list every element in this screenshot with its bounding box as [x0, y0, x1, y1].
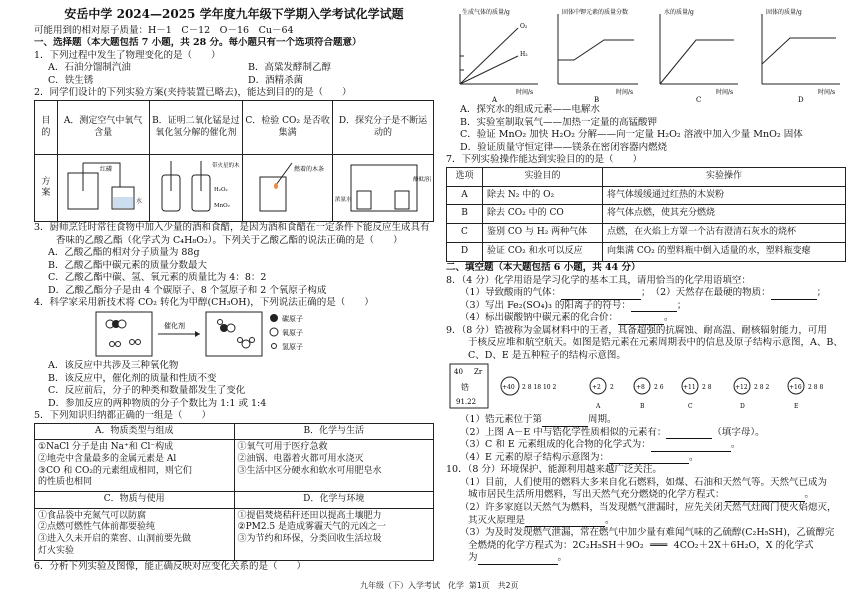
svg-text:2 8 8: 2 8 8	[808, 384, 824, 392]
q5-header-b: B．化学与生活	[234, 423, 434, 440]
q9-sub-1: （1）锆元素位于第 周期。	[460, 414, 617, 426]
answer-blank[interactable]	[771, 291, 817, 300]
svg-text:固体的质量/g: 固体的质量/g	[766, 9, 802, 16]
q5-cell-a: ①NaCl 分子是由 Na⁺和 Cl⁻构成 ②地壳中含量最多的金属元素是 Al ③CO 和 CO₂的元素组成相同，则它们 的性质也相同	[35, 440, 235, 492]
q7-row-d-purpose: 验证 CO₂ 和水可以反应	[483, 243, 603, 262]
q9-line-1: 9．（8 分）锆被称为金属材料中的王者，具备超强的抗腐蚀、耐高温、耐核辐射能力，可用	[446, 324, 827, 336]
graph-b	[558, 8, 638, 104]
svg-text:时间/s: 时间/s	[616, 89, 634, 96]
q7-row-c-purpose: 鉴别 CO 与 H₂ 两种气体	[483, 224, 603, 243]
svg-text:水的质量/g: 水的质量/g	[664, 9, 694, 16]
q1-options-2	[34, 75, 434, 88]
right-column	[446, 6, 846, 565]
atom-b	[634, 378, 664, 410]
q2-purpose-c: C．检验 CO₂ 是否收集满	[243, 101, 333, 155]
atom-c	[682, 378, 712, 410]
q7-row-a-operation: 将气体缓缓通过红热的木炭粉	[603, 186, 846, 205]
q2-figure-a	[57, 155, 149, 222]
q2-table	[34, 100, 434, 222]
q8-line-3: （4）标出碳酸钠中碳元素的化合价： 。	[460, 312, 674, 324]
q7-row-b-operation: 将气体点燃，使其充分燃烧	[603, 205, 846, 224]
q10-line-5: 其灭火原理是 。	[468, 514, 615, 526]
svg-text:固体中钾元素的质量分数: 固体中钾元素的质量分数	[562, 9, 629, 16]
q5-table	[34, 423, 434, 561]
q4-reaction-diagram	[34, 310, 434, 360]
q9-structure-diagrams	[446, 362, 846, 414]
answer-blank[interactable]	[542, 418, 588, 427]
q6-option-d: D．验证质量守恒定律——镁条在密闭容器内燃烧	[460, 141, 668, 153]
atom-e	[788, 378, 823, 410]
q1-option-c: C．铁生锈	[48, 74, 94, 86]
svg-text:2 6: 2 6	[654, 384, 664, 392]
q4-option-d: D．参加反应的两种物质的分子个数比为 1:1 或 1:4	[48, 397, 267, 409]
q5-cell-b: ①氧气可用于医疗急救 ②油锅、电器着火都可用水浇灭 ③生活中区分硬水和软水可用肥皂水	[234, 440, 434, 492]
svg-text:E: E	[794, 403, 799, 411]
q2-figure-d	[333, 155, 434, 222]
graph-c	[660, 8, 738, 104]
svg-text:+8: +8	[636, 384, 645, 392]
q7-table	[446, 167, 846, 262]
page-footer: 九年级（下）入学考试 化学 第1页 共2页	[360, 581, 519, 590]
atom-d	[734, 378, 769, 410]
svg-text:+11: +11	[683, 384, 696, 392]
atom-a	[590, 378, 614, 410]
section-2-heading: 二、填空题（本大题包括 6 小题，共 44 分）	[446, 262, 641, 274]
q2-purpose-a: A．测定空气中氧气含量	[57, 101, 149, 155]
answer-blank[interactable]	[618, 316, 664, 325]
q1-option-b: B．高粱发酵制乙醇	[248, 62, 331, 74]
q7-row-a-purpose: 除去 N₂ 中的 O₂	[483, 186, 603, 205]
svg-text:H₂: H₂	[520, 51, 528, 58]
answer-blank[interactable]	[478, 556, 558, 565]
svg-text:Zr: Zr	[474, 368, 483, 377]
q2-scheme-label: 方案	[35, 155, 58, 222]
svg-text:时间/s: 时间/s	[818, 89, 836, 96]
q6-graphs	[446, 6, 846, 104]
q3-line-2: 香味的乙酸乙酯（化学式为 C₄H₈O₂）。下列关于乙酸乙酯的说法正确的是（ ）	[56, 234, 403, 246]
q7-row-b-option: B	[447, 205, 483, 224]
q7-row-c-operation: 点燃，在火焰上方罩一个沾有澄清石灰水的烧杯	[603, 224, 846, 243]
svg-text:+40: +40	[502, 384, 515, 392]
svg-text:2 8 2: 2 8 2	[754, 384, 770, 392]
q10-line-1: 10．（8 分）环境保护、能源利用越来越广泛关注。	[446, 464, 662, 476]
svg-text:40: 40	[454, 368, 463, 377]
svg-text:2: 2	[610, 384, 614, 392]
svg-text:B: B	[640, 403, 645, 411]
answer-blank[interactable]	[525, 518, 605, 527]
svg-text:MnO₂: MnO₂	[213, 203, 230, 210]
q6-stem: 6．分析下列实验及图像，能正确反映对应变化关系的是（ ）	[34, 560, 307, 572]
q2-purpose-label: 目的	[35, 101, 58, 155]
q7-row-d-option: D	[447, 243, 483, 262]
q5-header-d: D．化学与环境	[234, 492, 434, 509]
q3-option-c: C．乙酸乙酯中碳、氢、氧元素的质量比为 4：8：2	[48, 272, 267, 284]
q4-option-b: B．该反应中，催化剂的质量和性质不变	[48, 372, 217, 384]
atom-zr	[501, 377, 557, 395]
q9-line-3: C、D、E 是五种粒子的结构示意图。	[468, 349, 626, 361]
q7-header: 实验目的	[483, 167, 603, 186]
answer-blank[interactable]	[725, 493, 805, 502]
svg-text:红磷: 红磷	[100, 166, 113, 174]
q10-line-4: （2）许多家庭以天然气为燃料，当发现燃气泄漏时，应先关闭天然气灶阀门使火焰熄灭，	[460, 502, 837, 513]
q10-line-2: （1）目前，人们使用的燃料大多来自化石燃料，如煤、石油和天然气等。天然气已成为	[460, 476, 828, 488]
q1-option-d: D．酒精杀菌	[248, 74, 304, 86]
q7-header: 选项	[447, 167, 483, 186]
svg-text:2 8 18 10 2: 2 8 18 10 2	[522, 384, 557, 392]
q10-line-7: 全燃烧的化学方程式为：2C₂H₅SH＋9O₂ ═══ 4CO₂＋2X＋6H₂O，X 的化学式	[468, 539, 814, 551]
answer-blank[interactable]	[561, 291, 641, 300]
left-column	[34, 6, 434, 573]
svg-text:B: B	[594, 96, 600, 104]
svg-text:+12: +12	[735, 384, 748, 392]
q2-stem: 2．同学们设计的下列实验方案(夹持装置已略去)，能达到目的的是（ ）	[34, 87, 352, 99]
svg-text:O₂: O₂	[520, 23, 528, 30]
q7-header: 实验操作	[603, 167, 846, 186]
svg-text:H₂O₂: H₂O₂	[213, 187, 228, 194]
q7-row-d-operation: 向集满 CO₂ 的塑料瓶中倒入适量的水，塑料瓶变瘪	[603, 243, 846, 262]
q4-option-c: C．反应前后，分子的种类和数量都发生了变化	[48, 385, 246, 397]
q8-line-2: （3）写出 Fe₂(SO₄)₃ 的阳离子的符号： ；	[460, 299, 687, 311]
q5-header-a: A．物质类型与组成	[35, 423, 235, 440]
graph-a	[460, 8, 538, 104]
svg-text:浓氨水: 浓氨水	[335, 197, 352, 204]
q8-line-1: （1）导致酸雨的气体： ； （2）天然存在最硬的物质： ；	[460, 287, 827, 299]
svg-text:时间/s: 时间/s	[516, 89, 534, 96]
q1-stem: 1．下列过程中发生了物理变化的是（ ）	[34, 49, 221, 61]
svg-text:生成气体的质量/g: 生成气体的质量/g	[462, 9, 510, 16]
q4-stem: 4．科学家采用新技术将 CO₂ 转化为甲醇(CH₃OH)，下列说法正确的是（ ）	[34, 297, 374, 309]
svg-text:D: D	[740, 403, 745, 411]
zr-element-card	[450, 364, 488, 408]
q4-option-a: A．该反应中共涉及三种氧化物	[48, 359, 179, 371]
svg-text:A: A	[492, 96, 498, 104]
q9-line-2: 于核反应堆和航空航天。如图是锆元素在元素周期表中的信息及原子结构示意图，A、B、	[468, 337, 843, 349]
q3-line-1: 3．厨师烹饪时常往食物中加入少量的酒和食醋，是因为酒和食醋在一定条件下能反应生成具有	[34, 222, 430, 234]
q7-row-b-purpose: 除去 CO₂ 中的 CO	[483, 205, 603, 224]
svg-text:锆: 锆	[461, 383, 469, 393]
q5-header-c: C．物质与使用	[35, 492, 235, 509]
q7-stem: 7．下列实验操作能达到实验目的的是（ ）	[446, 154, 643, 166]
svg-text:2 8: 2 8	[702, 384, 712, 392]
q3-option-a: A．乙酸乙酯的相对分子质量为 88g	[48, 247, 200, 259]
section-1-heading: 一、选择题（本大题包括 7 小题，共 28 分。每小题只有一个选项符合题意）	[34, 37, 362, 49]
legend-oxygen: 氧原子	[282, 328, 303, 337]
q2-purpose-b: B．证明二氧化锰是过氧化氢分解的催化剂	[149, 101, 243, 155]
q1-option-a: A．石油分馏制汽油	[48, 62, 131, 74]
q2-figure-c	[243, 155, 333, 222]
svg-text:D: D	[798, 96, 804, 104]
q5-stem: 5．下列知识归纳都正确的一组是（ ）	[34, 410, 212, 422]
svg-text:C: C	[696, 96, 702, 104]
atomic-mass-note: 可能用到的相对原子质量：H－1 C－12 O－16 Cu－64	[34, 24, 294, 36]
answer-blank[interactable]	[651, 443, 731, 452]
answer-blank[interactable]	[631, 303, 677, 312]
q6-option-b: B．实验室制取氧气——加热一定量的高锰酸钾	[460, 116, 657, 128]
q9-sub-3: （3）C 和 E 元素组成的化合物的化学式为： 。	[460, 439, 741, 451]
q8-stem: 8．（4 分）化学用语是学习化学的基本工具，请用恰当的化学用语填空：	[446, 274, 751, 286]
svg-text:酚酞溶液: 酚酞溶	[413, 177, 430, 184]
svg-text:+2: +2	[592, 384, 601, 392]
q6-option-a: A．探究水的组成元素——电解水	[460, 104, 600, 115]
svg-text:+16: +16	[789, 384, 802, 392]
exam-title: 安岳中学 2024—2025 学年度九年级下学期入学考试化学试题	[64, 7, 404, 21]
q1-options	[34, 62, 434, 75]
graph-d	[762, 8, 840, 104]
q3-option-b: B．乙酸乙酯中碳元素的质量分数最大	[48, 259, 207, 271]
svg-text:91.22: 91.22	[456, 398, 477, 407]
answer-blank[interactable]	[609, 455, 689, 464]
q9-sub-4: （4）E 元素的原子结构示意图为： 。	[460, 451, 699, 463]
svg-text:催化剂: 催化剂	[164, 321, 185, 330]
svg-text:时间/s: 时间/s	[716, 89, 734, 96]
q2-figure-b	[149, 155, 243, 222]
q5-cell-c: ①食品袋中充氮气可以防腐 ②点燃可燃性气体前都要验纯 ③进入久未开启的菜窖、山洞前要先做 灯火实验	[35, 508, 235, 560]
q10-line-6: （3）为及时发现燃气泄漏，常在燃气中加少量有难闻气味的乙硫醇(C₂H₅SH)，乙硫醇完	[460, 527, 835, 539]
svg-text:带火星的木条: 带火星的木	[211, 163, 240, 170]
svg-text:水: 水	[136, 198, 143, 206]
q6-option-c: C．验证 MnO₂ 加快 H₂O₂ 分解——向一定量 H₂O₂ 溶液中加入少量 MnO₂ 固体	[460, 129, 803, 141]
q2-purpose-d: D．探究分子是不断运动的	[333, 101, 434, 155]
svg-text:燃着的木条: 燃着的木条	[293, 166, 324, 174]
q10-line-3: 城市居民生活所用燃料，写出天然气充分燃烧的化学方程式： 。	[468, 489, 815, 501]
legend-carbon: 碳原子	[282, 314, 303, 323]
q7-row-c-option: C	[447, 224, 483, 243]
q7-row-a-option: A	[447, 186, 483, 205]
q5-cell-d: ①提倡焚烧秸秆还田以提高土壤肥力 ②PM2.5 是造成雾霾天气的元凶之一 ③为节约和环保，分类回收生活垃圾	[234, 508, 434, 560]
q9-sub-2: （2）上图 A－E 中与锆化学性质相似的元素有： （填字母）。	[460, 426, 765, 438]
svg-text:A: A	[596, 403, 601, 411]
answer-blank[interactable]	[666, 430, 712, 439]
q3-option-d: D．乙酸乙酯分子是由 4 个碳原子、8 个氢原子和 2 个氧原子构成	[48, 284, 327, 296]
q10-line-8: 为 。	[468, 552, 568, 564]
legend-hydrogen: 氢原子	[282, 342, 303, 351]
svg-text:C: C	[688, 403, 693, 411]
